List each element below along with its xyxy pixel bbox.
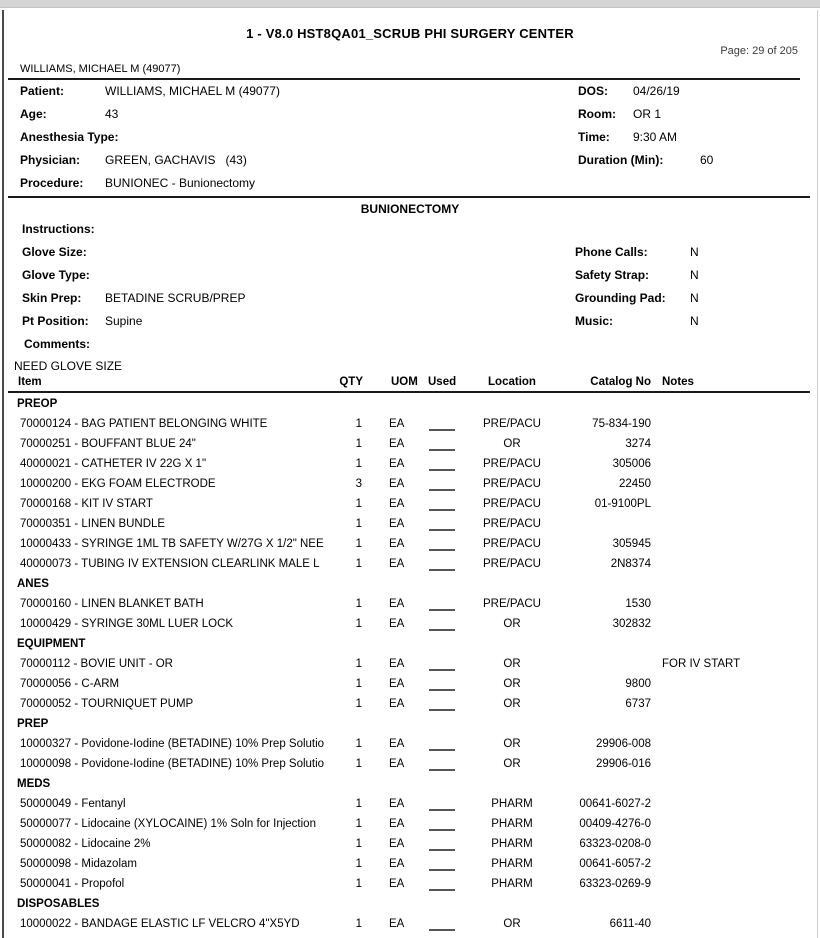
notes-cell bbox=[662, 794, 812, 814]
used-blank-cell bbox=[429, 554, 457, 574]
item-cell: 40000073 - TUBING IV EXTENSION CLEARLINK MALE L bbox=[20, 558, 320, 570]
catalog-cell: 9800 bbox=[625, 678, 651, 690]
catalog-cell: 00641-6027-2 bbox=[579, 798, 651, 810]
item-row bbox=[0, 614, 820, 634]
notes-cell bbox=[662, 834, 812, 854]
used-underline bbox=[429, 674, 455, 691]
location-cell: OR bbox=[503, 918, 521, 930]
item-cell: 50000049 - Fentanyl bbox=[20, 798, 126, 810]
notes-cell bbox=[662, 614, 812, 634]
notes-cell bbox=[662, 854, 812, 874]
location-cell: OR bbox=[503, 698, 521, 710]
location-cell: PHARM bbox=[491, 818, 533, 830]
grounding-pad-value: N bbox=[690, 291, 699, 305]
instructions-right bbox=[575, 241, 699, 333]
phone-calls-value: N bbox=[690, 245, 699, 259]
item-row bbox=[0, 534, 820, 554]
catalog-cell: 1530 bbox=[625, 598, 651, 610]
uom-cell: EA bbox=[389, 918, 405, 930]
qty-cell: 1 bbox=[355, 758, 362, 770]
item-cell: 50000098 - Midazolam bbox=[20, 858, 137, 870]
patient-info-right bbox=[578, 80, 713, 172]
used-underline bbox=[429, 754, 455, 771]
info-row-procedure bbox=[20, 172, 280, 195]
used-underline bbox=[429, 654, 455, 671]
item-row bbox=[0, 914, 820, 934]
instr-row-phone-calls bbox=[575, 241, 699, 264]
used-blank-cell bbox=[429, 414, 457, 434]
used-blank-cell bbox=[429, 794, 457, 814]
used-blank-cell bbox=[429, 694, 457, 714]
qty-cell: 1 bbox=[355, 818, 362, 830]
pt-position-label: Pt Position: bbox=[22, 314, 89, 328]
used-underline bbox=[429, 694, 455, 711]
section-name: MEDS bbox=[17, 778, 51, 790]
item-row bbox=[0, 874, 820, 894]
notes-cell bbox=[662, 494, 812, 514]
location-cell: OR bbox=[503, 438, 521, 450]
room-value: OR 1 bbox=[633, 107, 662, 121]
section-name: ANES bbox=[17, 578, 49, 590]
item-row bbox=[0, 554, 820, 574]
location-cell: PRE/PACU bbox=[483, 498, 541, 510]
qty-cell: 1 bbox=[355, 498, 362, 510]
used-underline bbox=[429, 554, 455, 571]
location-cell: PHARM bbox=[491, 858, 533, 870]
used-blank-cell bbox=[429, 494, 457, 514]
item-row bbox=[0, 734, 820, 754]
qty-cell: 1 bbox=[355, 558, 362, 570]
section-header-row bbox=[0, 574, 820, 594]
used-blank-cell bbox=[429, 594, 457, 614]
section-name: DISPOSABLES bbox=[17, 898, 100, 910]
section-name: PREP bbox=[17, 718, 49, 730]
music-value: N bbox=[690, 314, 699, 328]
info-row-physician bbox=[20, 149, 280, 172]
notes-cell bbox=[662, 754, 812, 774]
qty-cell: 1 bbox=[355, 538, 362, 550]
used-blank-cell bbox=[429, 834, 457, 854]
uom-cell: EA bbox=[389, 458, 405, 470]
uom-cell: EA bbox=[389, 698, 405, 710]
procedure-label: Procedure: bbox=[20, 176, 84, 190]
comments-label: Comments: bbox=[24, 337, 91, 351]
col-header-location: Location bbox=[488, 376, 536, 388]
info-row-duration bbox=[578, 149, 713, 172]
duration-value: 60 bbox=[700, 153, 714, 167]
used-blank-cell bbox=[429, 534, 457, 554]
used-blank-cell bbox=[429, 914, 457, 934]
anesthesia-type-label: Anesthesia Type: bbox=[20, 130, 119, 144]
used-underline bbox=[429, 594, 455, 611]
item-row bbox=[0, 454, 820, 474]
used-blank-cell bbox=[429, 874, 457, 894]
catalog-cell bbox=[560, 514, 651, 534]
room-label: Room: bbox=[578, 107, 616, 121]
catalog-cell: 01-9100PL bbox=[594, 498, 651, 510]
procedure-value: BUNIONEC - Bunionectomy bbox=[105, 176, 256, 190]
notes-cell bbox=[662, 534, 812, 554]
notes-cell: FOR IV START bbox=[662, 658, 741, 670]
used-blank-cell bbox=[429, 734, 457, 754]
location-cell: OR bbox=[503, 678, 521, 690]
item-cell: 50000082 - Lidocaine 2% bbox=[20, 838, 151, 850]
item-cell: 70000056 - C-ARM bbox=[20, 678, 120, 690]
catalog-cell: 3274 bbox=[625, 438, 651, 450]
catalog-cell: 6737 bbox=[625, 698, 651, 710]
notes-cell bbox=[662, 454, 812, 474]
uom-cell: EA bbox=[389, 798, 405, 810]
item-row bbox=[0, 594, 820, 614]
report-title: 1 - V8.0 HST8QA01_SCRUB PHI SURGERY CENTER bbox=[246, 26, 574, 41]
time-value: 9:30 AM bbox=[633, 130, 678, 144]
info-row-dos bbox=[578, 80, 713, 103]
used-underline bbox=[429, 474, 455, 491]
uom-cell: EA bbox=[389, 598, 405, 610]
location-cell: PHARM bbox=[491, 838, 533, 850]
instr-row-music bbox=[575, 310, 699, 333]
notes-cell bbox=[662, 554, 812, 574]
used-underline bbox=[429, 914, 455, 931]
uom-cell: EA bbox=[389, 818, 405, 830]
location-cell: PRE/PACU bbox=[483, 558, 541, 570]
section-name: PREOP bbox=[17, 398, 58, 410]
col-header-notes: Notes bbox=[662, 376, 694, 388]
item-cell: 70000351 - LINEN BUNDLE bbox=[20, 518, 166, 530]
item-row bbox=[0, 754, 820, 774]
uom-cell: EA bbox=[389, 418, 405, 430]
qty-cell: 1 bbox=[355, 738, 362, 750]
item-cell: 10000433 - SYRINGE 1ML TB SAFETY W/27G X 1/2" NEE bbox=[20, 538, 324, 550]
used-underline bbox=[429, 494, 455, 511]
used-blank-cell bbox=[429, 814, 457, 834]
section-name: EQUIPMENT bbox=[17, 638, 86, 650]
notes-cell bbox=[662, 594, 812, 614]
qty-cell: 1 bbox=[355, 918, 362, 930]
safety-strap-value: N bbox=[690, 268, 699, 282]
item-row bbox=[0, 434, 820, 454]
location-cell: PRE/PACU bbox=[483, 538, 541, 550]
info-row-patient bbox=[20, 80, 280, 103]
item-row bbox=[0, 694, 820, 714]
item-cell: 40000021 - CATHETER IV 22G X 1" bbox=[20, 458, 207, 470]
location-cell: OR bbox=[503, 738, 521, 750]
used-underline bbox=[429, 734, 455, 751]
used-blank-cell bbox=[429, 514, 457, 534]
used-underline bbox=[429, 414, 455, 431]
catalog-cell: 305945 bbox=[612, 538, 651, 550]
catalog-cell: 29906-008 bbox=[596, 738, 651, 750]
col-header-used: Used bbox=[428, 376, 457, 388]
used-blank-cell bbox=[429, 754, 457, 774]
safety-strap-label: Safety Strap: bbox=[575, 268, 650, 282]
used-underline bbox=[429, 834, 455, 851]
info-row-age bbox=[20, 103, 280, 126]
used-underline bbox=[429, 874, 455, 891]
uom-cell: EA bbox=[389, 438, 405, 450]
catalog-cell: 6611-40 bbox=[609, 918, 651, 930]
page-number: Page: 29 of 205 bbox=[720, 45, 798, 57]
uom-cell: EA bbox=[389, 558, 405, 570]
skin-prep-value: BETADINE SCRUB/PREP bbox=[105, 291, 246, 305]
instr-row-safety-strap bbox=[575, 264, 699, 287]
patient-label: Patient: bbox=[20, 84, 65, 98]
item-row bbox=[0, 654, 820, 674]
location-cell: PRE/PACU bbox=[483, 518, 541, 530]
physician-label: Physician: bbox=[20, 153, 81, 167]
catalog-cell: 00409-4276-0 bbox=[579, 818, 651, 830]
catalog-cell: 2N8374 bbox=[610, 558, 651, 570]
item-cell: 10000098 - Povidone-Iodine (BETADINE) 10% Prep Solutio bbox=[20, 758, 325, 770]
glove-type-label: Glove Type: bbox=[22, 268, 90, 282]
item-cell: 70000112 - BOVIE UNIT - OR bbox=[20, 658, 173, 670]
used-underline bbox=[429, 454, 455, 471]
item-cell: 50000077 - Lidocaine (XYLOCAINE) 1% Soln for Injection bbox=[20, 818, 316, 830]
uom-cell: EA bbox=[389, 518, 405, 530]
location-cell: PRE/PACU bbox=[483, 458, 541, 470]
used-underline bbox=[429, 514, 455, 531]
skin-prep-label: Skin Prep: bbox=[22, 291, 82, 305]
catalog-cell: 75-834-190 bbox=[592, 418, 651, 430]
music-label: Music: bbox=[575, 314, 614, 328]
used-underline bbox=[429, 534, 455, 551]
age-value: 43 bbox=[105, 107, 119, 121]
qty-cell: 1 bbox=[355, 698, 362, 710]
used-blank-cell bbox=[429, 474, 457, 494]
uom-cell: EA bbox=[389, 618, 405, 630]
item-cell: 50000041 - Propofol bbox=[20, 878, 125, 890]
info-row-room bbox=[578, 103, 713, 126]
qty-cell: 1 bbox=[355, 838, 362, 850]
qty-cell: 1 bbox=[355, 618, 362, 630]
procedure-section-title: BUNIONECTOMY bbox=[360, 202, 460, 216]
section-header-row bbox=[0, 774, 820, 794]
catalog-cell: 22450 bbox=[619, 478, 651, 490]
used-underline bbox=[429, 794, 455, 811]
uom-cell: EA bbox=[389, 878, 405, 890]
instr-row-skin-prep bbox=[22, 287, 245, 310]
used-blank-cell bbox=[429, 454, 457, 474]
table-header bbox=[0, 376, 820, 392]
notes-cell bbox=[662, 814, 812, 834]
top-gray-bar bbox=[0, 0, 820, 8]
qty-cell: 1 bbox=[355, 518, 362, 530]
col-header-catalog-no: Catalog No bbox=[590, 376, 651, 388]
glove-size-label: Glove Size: bbox=[22, 245, 87, 259]
section-header-row bbox=[0, 714, 820, 734]
item-row bbox=[0, 474, 820, 494]
used-blank-cell bbox=[429, 674, 457, 694]
qty-cell: 1 bbox=[355, 598, 362, 610]
item-row bbox=[0, 854, 820, 874]
item-row bbox=[0, 414, 820, 434]
physician-value: GREEN, GACHAVIS (43) bbox=[105, 153, 247, 167]
patient-info-left bbox=[20, 80, 280, 195]
item-row bbox=[0, 674, 820, 694]
used-blank-cell bbox=[429, 614, 457, 634]
qty-cell: 1 bbox=[355, 878, 362, 890]
notes-cell bbox=[662, 734, 812, 754]
location-cell: OR bbox=[503, 758, 521, 770]
uom-cell: EA bbox=[389, 658, 405, 670]
duration-label: Duration (Min): bbox=[578, 153, 664, 167]
item-row bbox=[0, 834, 820, 854]
qty-cell: 1 bbox=[355, 858, 362, 870]
phone-calls-label: Phone Calls: bbox=[575, 245, 648, 259]
uom-cell: EA bbox=[389, 838, 405, 850]
section-header-row bbox=[0, 394, 820, 414]
qty-cell: 1 bbox=[355, 658, 362, 670]
used-blank-cell bbox=[429, 854, 457, 874]
catalog-cell: 305006 bbox=[612, 458, 651, 470]
used-underline bbox=[429, 614, 455, 631]
notes-cell bbox=[662, 694, 812, 714]
used-underline bbox=[429, 854, 455, 871]
notes-cell bbox=[662, 414, 812, 434]
uom-cell: EA bbox=[389, 538, 405, 550]
item-cell: 10000022 - BANDAGE ELASTIC LF VELCRO 4"X5YD bbox=[20, 918, 300, 930]
info-row-anesthesia-type bbox=[20, 126, 280, 149]
catalog-cell: 302832 bbox=[612, 618, 651, 630]
location-cell: PHARM bbox=[491, 798, 533, 810]
used-blank-cell bbox=[429, 434, 457, 454]
used-underline bbox=[429, 814, 455, 831]
catalog-cell: 63323-0269-9 bbox=[579, 878, 651, 890]
location-cell: PHARM bbox=[491, 878, 533, 890]
item-cell: 10000200 - EKG FOAM ELECTRODE bbox=[20, 478, 216, 490]
location-cell: PRE/PACU bbox=[483, 418, 541, 430]
uom-cell: EA bbox=[389, 738, 405, 750]
notes-cell bbox=[662, 514, 812, 534]
item-cell: 10000327 - Povidone-Iodine (BETADINE) 10% Prep Solutio bbox=[20, 738, 325, 750]
location-cell: PRE/PACU bbox=[483, 478, 541, 490]
item-cell: 70000052 - TOURNIQUET PUMP bbox=[20, 698, 194, 710]
instr-row-pt-position bbox=[22, 310, 245, 333]
location-cell: PRE/PACU bbox=[483, 598, 541, 610]
info-row-time bbox=[578, 126, 713, 149]
col-header-qty: QTY bbox=[339, 376, 363, 388]
notes-cell bbox=[662, 474, 812, 494]
notes-cell bbox=[662, 874, 812, 894]
item-row bbox=[0, 494, 820, 514]
uom-cell: EA bbox=[389, 758, 405, 770]
age-label: Age: bbox=[20, 107, 47, 121]
qty-cell: 1 bbox=[355, 418, 362, 430]
patient-value: WILLIAMS, MICHAEL M (49077) bbox=[105, 84, 280, 98]
qty-cell: 1 bbox=[355, 438, 362, 450]
item-cell: 70000124 - BAG PATIENT BELONGING WHITE bbox=[20, 418, 268, 430]
qty-cell: 3 bbox=[355, 478, 362, 490]
catalog-cell: 63323-0208-0 bbox=[579, 838, 651, 850]
comments-value: NEED GLOVE SIZE bbox=[14, 359, 123, 373]
item-cell: 70000251 - BOUFFANT BLUE 24" bbox=[20, 438, 196, 450]
col-header-item: Item bbox=[18, 376, 42, 388]
qty-cell: 1 bbox=[355, 678, 362, 690]
instr-row-grounding-pad bbox=[575, 287, 699, 310]
location-cell: OR bbox=[503, 618, 521, 630]
item-cell: 70000168 - KIT IV START bbox=[20, 498, 153, 510]
uom-cell: EA bbox=[389, 498, 405, 510]
section-header-row bbox=[0, 634, 820, 654]
divider bbox=[8, 391, 810, 393]
notes-cell bbox=[662, 674, 812, 694]
item-row bbox=[0, 814, 820, 834]
item-row bbox=[0, 514, 820, 534]
section-header-row bbox=[0, 894, 820, 914]
location-cell: OR bbox=[503, 658, 521, 670]
catalog-cell bbox=[560, 654, 651, 674]
qty-cell: 1 bbox=[355, 458, 362, 470]
catalog-cell: 29906-016 bbox=[596, 758, 651, 770]
uom-cell: EA bbox=[389, 478, 405, 490]
item-cell: 10000429 - SYRINGE 30ML LUER LOCK bbox=[20, 618, 234, 630]
col-header-uom: UOM bbox=[391, 376, 418, 388]
used-underline bbox=[429, 434, 455, 451]
grounding-pad-label: Grounding Pad: bbox=[575, 291, 666, 305]
uom-cell: EA bbox=[389, 678, 405, 690]
used-blank-cell bbox=[429, 654, 457, 674]
notes-cell bbox=[662, 914, 812, 934]
instructions-label: Instructions: bbox=[22, 222, 95, 236]
catalog-cell: 00641-6057-2 bbox=[579, 858, 651, 870]
uom-cell: EA bbox=[389, 858, 405, 870]
instr-row-glove-size bbox=[22, 241, 245, 264]
instructions-left bbox=[22, 241, 245, 333]
item-row bbox=[0, 794, 820, 814]
items-rows bbox=[0, 394, 820, 934]
patient-banner: WILLIAMS, MICHAEL M (49077) bbox=[20, 63, 181, 75]
pt-position-value: Supine bbox=[105, 314, 143, 328]
instr-row-glove-type bbox=[22, 264, 245, 287]
item-cell: 70000160 - LINEN BLANKET BATH bbox=[20, 598, 204, 610]
qty-cell: 1 bbox=[355, 798, 362, 810]
dos-label: DOS: bbox=[578, 84, 608, 98]
time-label: Time: bbox=[578, 130, 610, 144]
dos-value: 04/26/19 bbox=[633, 84, 680, 98]
divider bbox=[8, 196, 810, 198]
notes-cell bbox=[662, 434, 812, 454]
